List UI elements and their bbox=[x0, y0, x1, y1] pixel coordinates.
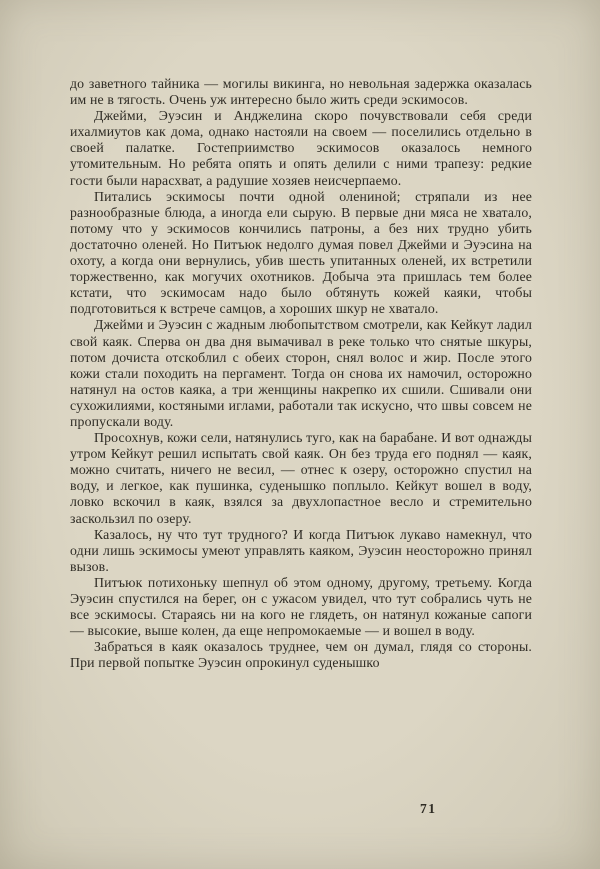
paragraph: Джейми и Эуэсин с жадным любопытством смотрели, как Кейкут ладил свой каяк. Сперва он два дня вымачивал в реке только что снятые шкуры, потом дочиста отскоблил с обеих сторон, снял волос и жир. После этого кожи стали походить на пергамент. Тогда он снова их намочил, осторожно натянул на остов каяка, а три женщины накрепко их сшили. Сшивали они сухожилиями, костяными иглами, работали так искусно, что швы совсем не пропускали воду. bbox=[70, 317, 532, 429]
paragraph: Забраться в каяк оказалось труднее, чем он думал, глядя со стороны. При первой попытке Эуэсин опрокинул суденышко bbox=[70, 639, 532, 671]
paragraph: Питались эскимосы почти одной олениной; стряпали из нее разнообразные блюда, а иногда ели сырую. В первые дни мяса не хватало, потому что у эскимосов кончились патроны, а без них трудно убить достаточно оленей. Но Питъюк недолго думая повел Джейми и Эуэсина на охоту, а когда они вернулись, убив шесть упитанных оленей, их встретили торжественно, как могучих охотников. Добыча эта пришлась тем более кстати, что эскимосам надо было обтянуть кожей каяки, чтобы подготовиться к встрече самцов, а хороших шкур не хватало. bbox=[70, 188, 532, 317]
page-text bbox=[70, 76, 532, 671]
paragraph: Питъюк потихоньку шепнул об этом одному, другому, третьему. Когда Эуэсин спустился на берег, он с ужасом увидел, что тут собрались чуть не все эскимосы. Стараясь ни на кого не глядеть, он натянул кожаные сапоги — высокие, выше колен, да еще непромокаемые — и вошел в воду. bbox=[70, 574, 532, 639]
page-number: 71 bbox=[420, 801, 437, 816]
paragraph: Просохнув, кожи сели, натянулись туго, как на барабане. И вот однажды утром Кейкут решил испытать свой каяк. Он без труда его поднял — каяк, можно считать, ничего не весил, — отнес к озеру, осторожно спустил на воду, и легкое, как пушинка, суденышко поплыло. Кейкут вошел в воду, ловко вскочил в каяк, взялся за двухлопастное весло и стремительно заскользил по озеру. bbox=[70, 430, 532, 526]
paragraph: до заветного тайника — могилы викинга, но невольная задержка оказалась им не в тягость. Очень уж интересно было жить среди эскимосов. bbox=[70, 76, 532, 108]
paragraph: Джейми, Эуэсин и Анджелина скоро почувствовали себя среди ихалмиутов как дома, однако настояли на своем — поселились отдельно в своей палатке. Гостеприимство эскимосов оказалось немного утомительным. Но ребята опять и опять делили с ними трапезу: редкие гости были нарасхват, а радушие хозяев неисчерпаемо. bbox=[70, 108, 532, 188]
paragraph: Казалось, ну что тут трудного? И когда Питъюк лукаво намекнул, что одни лишь эскимосы умеют управлять каяком, Эуэсин неосторожно принял вызов. bbox=[70, 526, 532, 574]
